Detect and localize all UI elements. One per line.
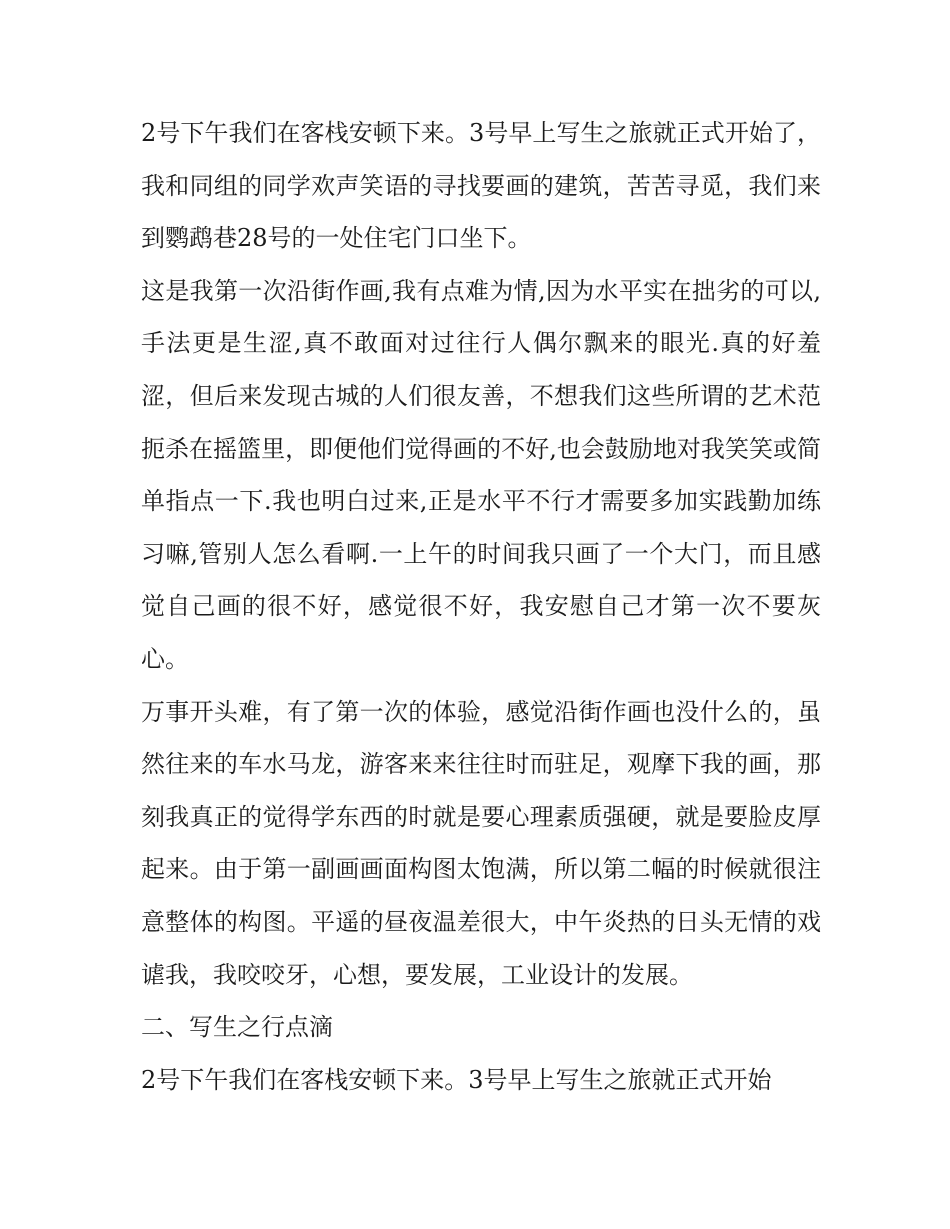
paragraph-arrival-repeat: 2号下午我们在客栈安顿下来。3号早上写生之旅就正式开始: [141, 1065, 772, 1094]
section-heading: 二、写生之行点滴: [141, 1013, 333, 1042]
paragraph-second-sketch: 万事开头难，有了第一次的体验，感觉沿街作画也没什么的，虽然往来的车水马龙，游客来来往往时而驻足，观摩下我的画，那刻我真正的觉得学东西的时就是要心理素质强硬，就是要脸皮厚起来。由于第一副画画面构图太饱满，所以第二幅的时候就很注意整体的构图。平遥的昼夜温差很大，中午炎热的日头无情的戏谑我，我咬咬牙，心想，要发展，工业设计的发展。: [141, 697, 821, 989]
document-body: [141, 107, 821, 1106]
paragraph-arrival: 2号下午我们在客栈安顿下来。3号早上写生之旅就正式开始了，我和同组的同学欢声笑语的寻找要画的建筑，苦苦寻觅，我们来到鹦鹉巷28号的一处住宅门口坐下。: [141, 119, 821, 253]
paragraph-first-sketch: 这是我第一次沿街作画,我有点难为情,因为水平实在拙劣的可以,手法更是生涩,真不敢面对过往行人偶尔飘来的眼光.真的好羞涩，但后来发现古城的人们很友善，不想我们这些所谓的艺术范扼杀在摇篮里，即便他们觉得画的不好,也会鼓励地对我笑笑或简单指点一下.我也明白过来,正是水平不行才需要多加实践勤加练习嘛,管别人怎么看啊.一上午的时间我只画了一个大门，而且感觉自己画的很不好，感觉很不好，我安慰自己才第一次不要灰心。: [141, 276, 821, 673]
